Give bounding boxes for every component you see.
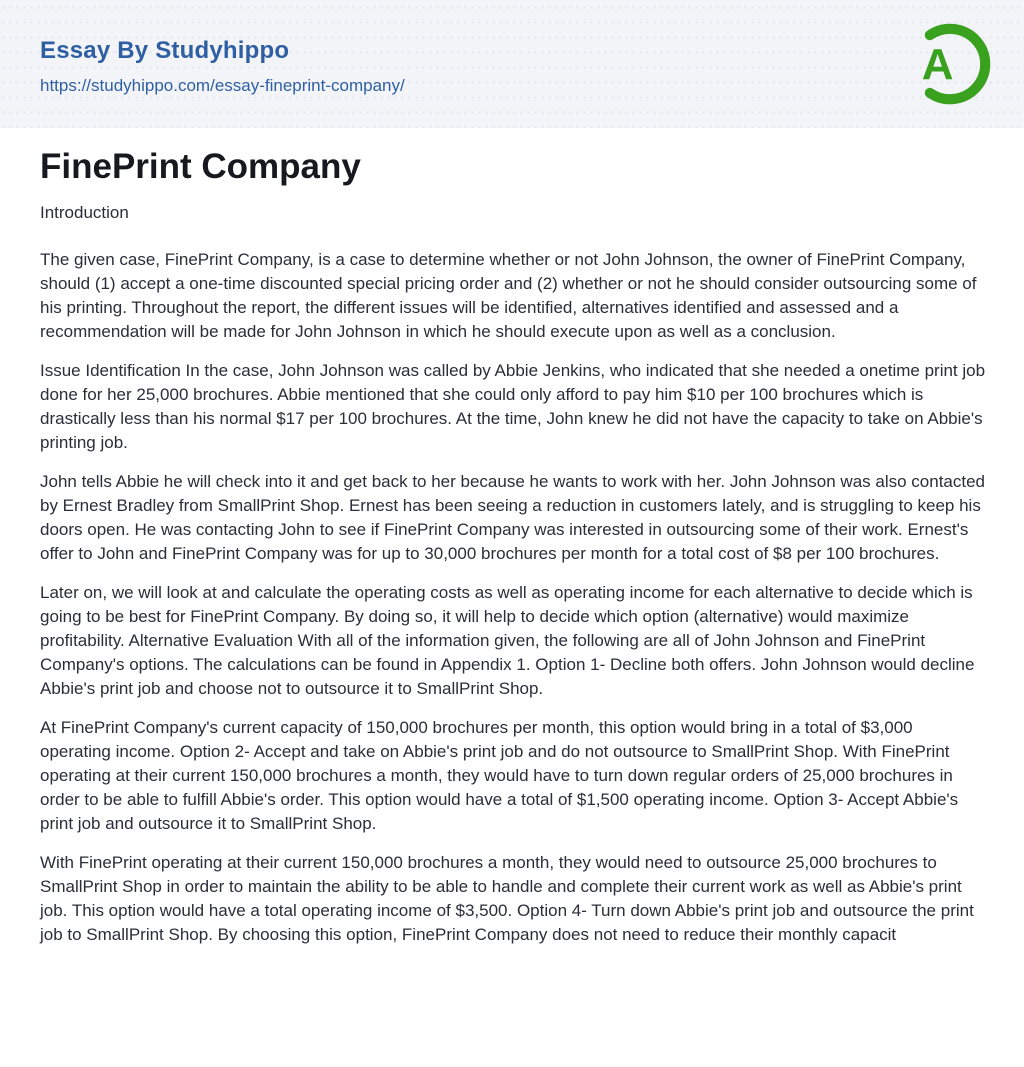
header-text-block — [40, 33, 405, 96]
article-paragraph-6: With FinePrint operating at their current 150,000 brochures a month, they would need to outsource 25,000 brochures to SmallPrint Shop in order to maintain the ability to be able to handle and complete their current work as well as Abbie's print job. This option would have a total operating income of $3,500. Option 4- Turn down Abbie's print job and outsource the print job to SmallPrint Shop. By choosing this option, FinePrint Company does not need to reduce their monthly capacit — [40, 853, 974, 944]
studyhippo-logo-icon — [906, 18, 994, 110]
article-subtitle: Introduction — [40, 203, 129, 222]
logo-letter: A — [921, 39, 954, 89]
article-paragraph-2: Issue Identification In the case, John Johnson was called by Abbie Jenkins, who indicated that she needed a onetime print job done for her 25,000 brochures. Abbie mentioned that she could only afford to pay him $10 per 100 brochures which is drastically less than his normal $17 per 100 brochures. At the time, John knew he did not have the capacity to take on Abbie's printing job. — [40, 361, 986, 452]
article-paragraph-5: At FinePrint Company's current capacity of 150,000 brochures per month, this option would bring in a total of $3,000 operating income. Option 2- Accept and take on Abbie's print job and do not outsource to SmallPrint Shop. With FinePrint operating at their current 150,000 brochures a month, they would have to turn down regular orders of 25,000 brochures in order to be able to fulfill Abbie's order. This option would have a total of $1,500 operating income. Option 3- Accept Abbie's print job and outsource it to SmallPrint Shop. — [40, 718, 959, 833]
article-paragraph-4: Later on, we will look at and calculate the operating costs as well as operating income for each alternative to decide which is going to be best for FinePrint Company. By doing so, it will help to decide which option (alternative) would maximize profitability. Alternative Evaluation With all of the information given, the following are all of John Johnson and FinePrint Company's options. The calculations can be found in Appendix 1. Option 1- Decline both offers. John Johnson would decline Abbie's print job and choose not to outsource it to SmallPrint Shop. — [40, 583, 975, 698]
page-header — [0, 0, 1024, 128]
article — [0, 128, 1024, 1002]
article-paragraph-1: The given case, FinePrint Company, is a case to determine whether or not John Johnson, the owner of FinePrint Company, should (1) accept a one-time discounted special pricing order and (2) whether or not he should consider outsourcing some of his printing. Throughout the report, the different issues will be identified, alternatives identified and assessed and a recommendation will be made for John Johnson in which he should execute upon as well as a conclusion. — [40, 250, 977, 341]
source-url-link[interactable]: https://studyhippo.com/essay-fineprint-company/ — [40, 75, 405, 95]
header-title: Essay By Studyhippo — [40, 36, 290, 64]
article-paragraph-3: John tells Abbie he will check into it and get back to her because he wants to work with her. John Johnson was also contacted by Ernest Bradley from SmallPrint Shop. Ernest has been seeing a reduction in customers lately, and is struggling to keep his doors open. He was contacting John to see if FinePrint Company was interested in outsourcing some of their work. Ernest's offer to John and FinePrint Company was for up to 30,000 brochures per month for a total cost of $8 per 100 brochures. — [40, 472, 986, 563]
article-title: FinePrint Company — [40, 147, 361, 186]
